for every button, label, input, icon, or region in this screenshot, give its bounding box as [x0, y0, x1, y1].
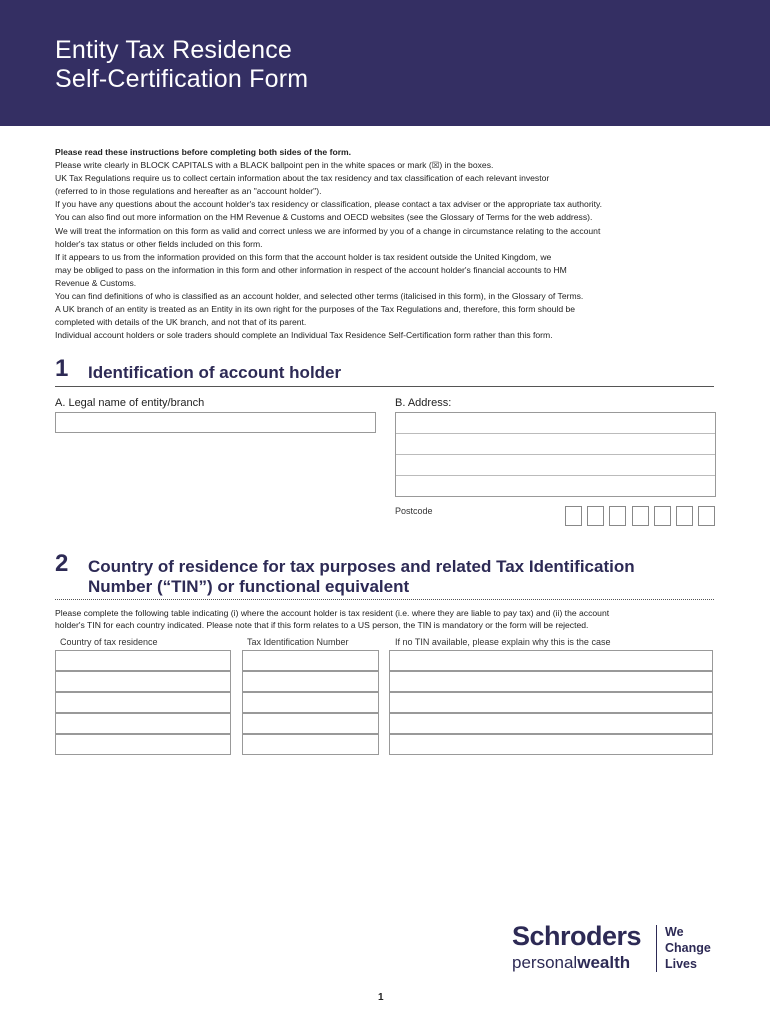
instruction-line: UK Tax Regulations require us to collect certain information about the tax residency and tax classification of each relevant investor	[55, 173, 550, 184]
section-2-description	[55, 607, 715, 631]
instruction-line: holder's tax status or other fields included on this form.	[55, 238, 263, 249]
section-2-rule	[55, 599, 714, 600]
country-cell[interactable]	[55, 650, 231, 671]
logo-divider	[656, 925, 657, 972]
postcode-char-box[interactable]	[565, 506, 582, 526]
instructions	[55, 146, 715, 342]
header-banner	[0, 0, 770, 126]
country-cell[interactable]	[55, 692, 231, 713]
reason-cell[interactable]	[389, 671, 713, 692]
instruction-line: may be obliged to pass on the information in this form and other information in respect of the account holder's financial accounts to HM	[55, 264, 567, 275]
tin-cell[interactable]	[242, 734, 379, 755]
instruction-line: Revenue & Customs.	[55, 277, 137, 288]
logo-tagline-line: Change	[665, 941, 711, 955]
postcode-char-box[interactable]	[698, 506, 715, 526]
page-number: 1	[378, 992, 384, 1003]
col-header-country: Country of tax residence	[60, 637, 158, 647]
instruction-line: If it appears to us from the information provided on this form that the account holder is tax resident outside the United Kingdom, we	[55, 251, 552, 262]
legal-name-label: A. Legal name of entity/branch	[55, 397, 205, 409]
country-cell[interactable]	[55, 671, 231, 692]
section-1-number: 1	[55, 355, 69, 382]
reason-cell[interactable]	[389, 734, 713, 755]
brand-sub-light: personal	[512, 953, 578, 972]
instruction-line: A UK branch of an entity is treated as an Entity in its own right for the purposes of the Tax Regulations and, therefore, this form should be	[55, 304, 576, 315]
section-2-number: 2	[55, 550, 69, 577]
postcode-char-box[interactable]	[587, 506, 604, 526]
logo-tagline-line: We	[665, 925, 684, 939]
instruction-line: Individual account holders or sole traders should complete an Individual Tax Residence Self-Certification form rather than this form.	[55, 330, 553, 341]
tin-cell[interactable]	[242, 671, 379, 692]
reason-cell[interactable]	[389, 650, 713, 671]
instruction-line: You can also find out more information on the HM Revenue & Customs and OECD websites (see the Glossary of Terms for the web address).	[55, 212, 593, 223]
form-title-line-1: Entity Tax Residence	[55, 36, 292, 64]
instruction-line: We will treat the information on this form as valid and correct unless we are informed by you of a change in circumstance relating to the account	[55, 225, 601, 236]
postcode-char-box[interactable]	[609, 506, 626, 526]
brand-sub	[512, 953, 630, 973]
section-2-title-line-1: Country of residence for tax purposes and related Tax Identification	[88, 557, 635, 576]
form-title-line-2: Self-Certification Form	[55, 65, 309, 93]
brand-sub-bold: wealth	[577, 953, 631, 972]
section-2-desc-line: Please complete the following table indicating (i) where the account holder is tax resident (i.e. where they are liable to pay tax) and (ii) the account	[55, 608, 610, 618]
reason-cell[interactable]	[389, 713, 713, 734]
logo-tagline-line: Lives	[665, 957, 697, 971]
instruction-line: completed with details of the UK branch, and not that of its parent.	[55, 317, 307, 328]
tin-cell[interactable]	[242, 692, 379, 713]
reason-cell[interactable]	[389, 692, 713, 713]
postcode-char-box[interactable]	[676, 506, 693, 526]
instruction-line: You can find definitions of who is classified as an account holder, and selected other terms (italicised in this form), in the Glossary of Terms.	[55, 291, 584, 302]
legal-name-input[interactable]	[55, 412, 376, 433]
instruction-line: Please write clearly in BLOCK CAPITALS with a BLACK ballpoint pen in the white spaces or mark (☒) in the boxes.	[55, 160, 494, 171]
brand-logo: Schroders	[512, 921, 642, 951]
section-2-title-line-2: Number (“TIN”) or functional equivalent	[88, 577, 410, 596]
address-line-divider	[396, 433, 715, 434]
section-2-desc-line: holder's TIN for each country indicated. Please note that if this form relates to a US person, the TIN is mandatory or the form will be rejected.	[55, 620, 589, 630]
address-label: B. Address:	[395, 397, 452, 409]
address-input[interactable]	[395, 412, 716, 497]
postcode-label: Postcode	[395, 506, 433, 516]
country-cell[interactable]	[55, 713, 231, 734]
instruction-line: (referred to in those regulations and hereafter as an "account holder").	[55, 186, 322, 197]
tin-cell[interactable]	[242, 713, 379, 734]
postcode-char-box[interactable]	[632, 506, 649, 526]
address-line-divider	[396, 475, 715, 476]
col-header-no-tin-reason: If no TIN available, please explain why this is the case	[395, 637, 611, 647]
tin-cell[interactable]	[242, 650, 379, 671]
col-header-tin: Tax Identification Number	[247, 637, 349, 647]
postcode-char-box[interactable]	[654, 506, 671, 526]
instruction-line: If you have any questions about the account holder's tax residency or classification, please contact a tax adviser or the appropriate tax authority.	[55, 199, 603, 210]
address-line-divider	[396, 454, 715, 455]
section-1-rule	[55, 386, 714, 387]
instructions-heading: Please read these instructions before completing both sides of the form.	[55, 147, 352, 157]
country-cell[interactable]	[55, 734, 231, 755]
section-1-title: Identification of account holder	[88, 363, 342, 382]
